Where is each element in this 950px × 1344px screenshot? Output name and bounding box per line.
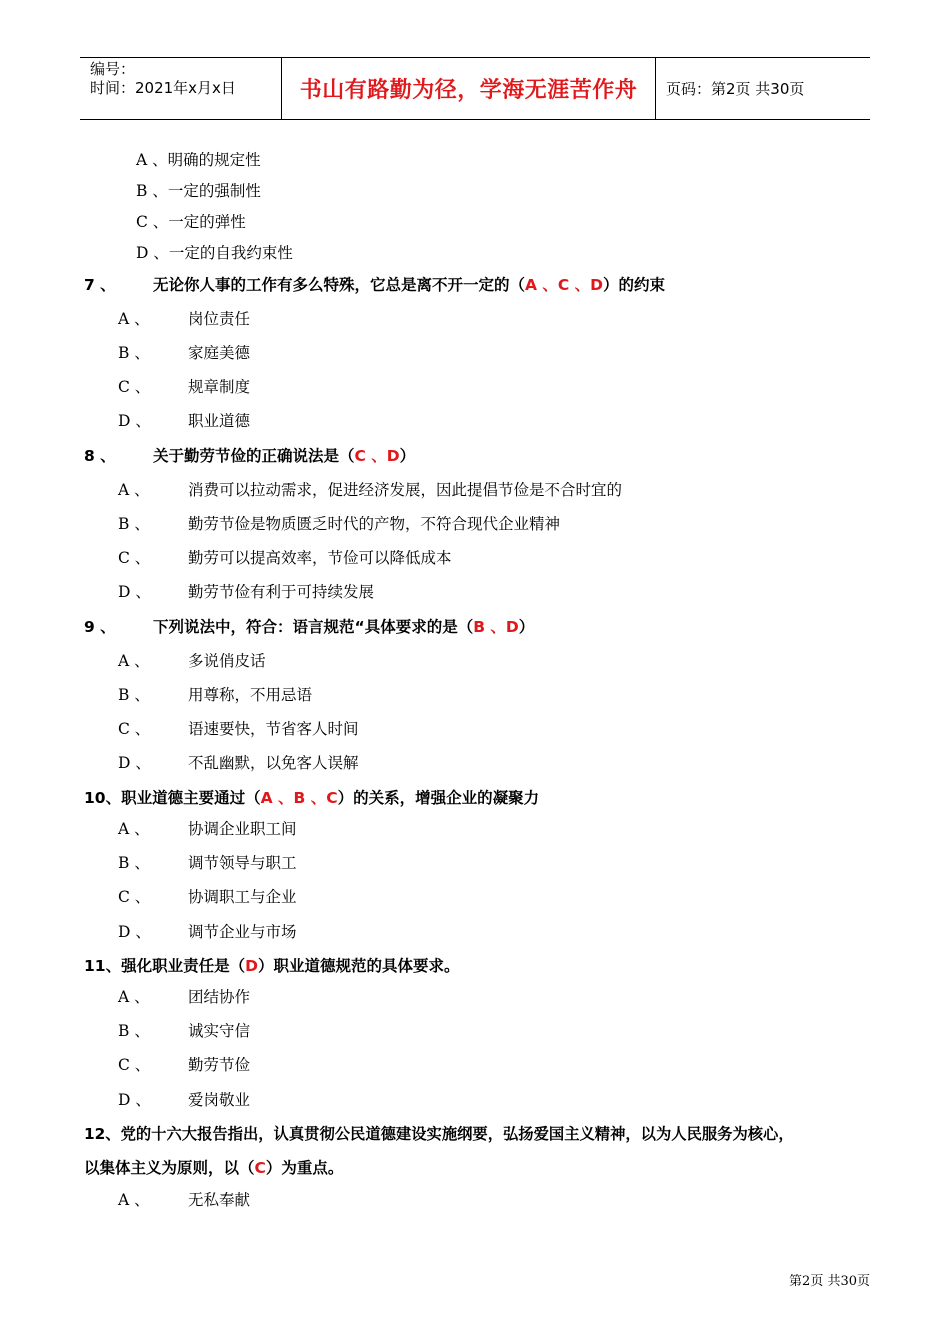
- question-text-end: ）的约束: [603, 276, 666, 294]
- q8-option-c: C 、 勤劳可以提高效率，节俭可以降低成本: [118, 549, 452, 567]
- question-number: 9 、: [84, 618, 116, 636]
- q9-option-d: D 、 不乱幽默，以免客人误解: [118, 754, 359, 772]
- header-page-label: 页码：第2页 共30页: [666, 80, 805, 98]
- q7-option-d: D 、 职业道德: [118, 412, 251, 430]
- question-12-line-2: [84, 1158, 343, 1178]
- question-text-end: ）: [518, 618, 535, 636]
- page-header: [80, 57, 870, 120]
- q10-option-b: B 、 调节领导与职工: [118, 854, 297, 872]
- question-text: 职业道德主要通过（: [121, 789, 261, 807]
- q10-option-c: C 、 协调职工与企业: [118, 888, 297, 906]
- q9-option-a: A 、 多说俏皮话: [118, 652, 266, 670]
- q8-option-a: A 、 消费可以拉动需求，促进经济发展，因此提倡节俭是不合时宜的: [118, 481, 623, 499]
- question-answer: C: [254, 1159, 266, 1177]
- question-text: 以集体主义为原则，以（: [84, 1159, 255, 1177]
- question-text-end: ）职业道德规范的具体要求。: [257, 957, 460, 975]
- q10-option-a: A 、 协调企业职工间: [118, 820, 297, 838]
- question-text: 无论你人事的工作有多么特殊，它总是离不开一定的（: [153, 276, 526, 294]
- question-11: [84, 956, 459, 976]
- q10-option-d: D 、 调节企业与市场: [118, 923, 297, 941]
- prev-option-b: B 、一定的强制性: [136, 182, 261, 200]
- question-text-end: ）为重点。: [265, 1159, 344, 1177]
- question-text: 下列说法中，符合：语言规范“具体要求的是（: [153, 618, 474, 636]
- q7-option-c: C 、 规章制度: [118, 378, 251, 396]
- question-12-line-1: 12、党的十六大报告指出，认真贯彻公民道德建设实施纲要，弘扬爱国主义精神，以为人民服务为核心，: [84, 1125, 794, 1143]
- question-9: [84, 617, 534, 637]
- q9-option-b: B 、 用尊称，不用忌语: [118, 686, 313, 704]
- question-text-end: ）的关系，增强企业的凝聚力: [337, 789, 540, 807]
- header-motto: 书山有路勤为径，学海无涯苦作舟: [282, 58, 656, 119]
- question-text: 关于勤劳节俭的正确说法是（: [153, 447, 355, 465]
- q11-option-c: C 、 勤劳节俭: [118, 1056, 251, 1074]
- question-7: [84, 275, 665, 295]
- question-number: 11、: [84, 957, 122, 975]
- question-answer: A 、B 、C: [260, 789, 338, 807]
- question-answer: A 、C 、D: [525, 276, 604, 294]
- question-number: 10、: [84, 789, 122, 807]
- question-answer: B 、D: [473, 618, 519, 636]
- header-left-cell: [80, 58, 282, 119]
- q8-option-b: B 、 勤劳节俭是物质匮乏时代的产物，不符合现代企业精神: [118, 515, 561, 533]
- question-8: [84, 446, 415, 466]
- q11-option-b: B 、 诚实守信: [118, 1022, 251, 1040]
- q8-option-d: D 、 勤劳节俭有利于可持续发展: [118, 583, 375, 601]
- prev-option-c: C 、一定的弹性: [136, 213, 246, 231]
- q11-option-a: A 、 团结协作: [118, 988, 251, 1006]
- question-10: [84, 788, 539, 808]
- question-text: 强化职业责任是（: [121, 957, 246, 975]
- page-footer: 第2页 共30页: [789, 1274, 870, 1289]
- q11-option-d: D 、 爱岗敬业: [118, 1091, 251, 1109]
- question-answer: C 、D: [354, 447, 400, 465]
- number-label: 编号：: [90, 60, 136, 78]
- q7-option-b: B 、 家庭美德: [118, 344, 251, 362]
- date-label: 时间：2021年x月x日: [90, 79, 236, 97]
- question-answer: D: [245, 957, 258, 975]
- question-text-end: ）: [399, 447, 416, 465]
- prev-option-a: A 、明确的规定性: [136, 151, 261, 169]
- prev-option-d: D 、一定的自我约束性: [136, 244, 293, 262]
- q7-option-a: A 、 岗位责任: [118, 310, 251, 328]
- question-number: 8 、: [84, 447, 116, 465]
- q9-option-c: C 、 语速要快，节省客人时间: [118, 720, 359, 738]
- question-number: 7 、: [84, 276, 116, 294]
- q12-option-a: A 、 无私奉献: [118, 1191, 251, 1209]
